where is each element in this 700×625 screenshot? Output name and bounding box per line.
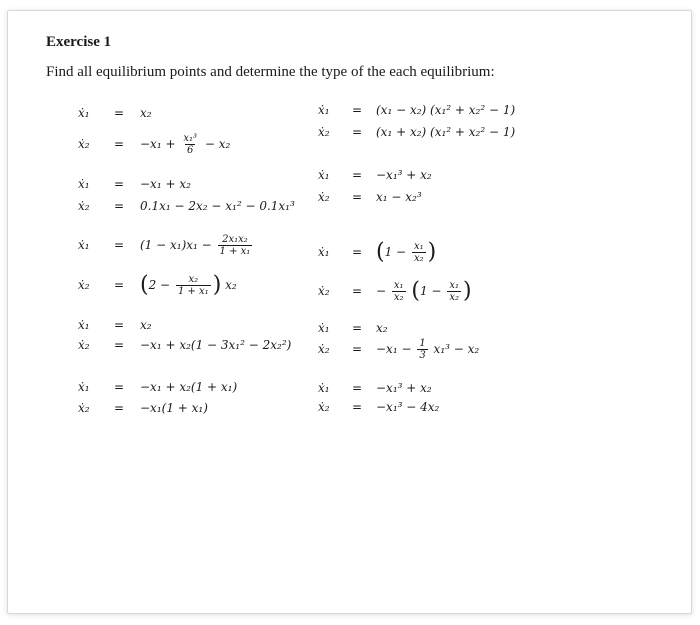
equation-rhs (376, 338, 479, 361)
fraction-denominator: 3 (419, 349, 426, 361)
equals-sign: = (113, 318, 125, 332)
fraction-numerator: 1 (419, 337, 426, 349)
close-paren: ) (212, 272, 222, 297)
equation-rhs: −x₁³ + x₂ (376, 381, 432, 395)
system-1-right-eq2 (318, 123, 548, 141)
equation-rhs (376, 241, 436, 264)
system-4-right-eq1 (318, 319, 548, 337)
rhs-part: 2 − (148, 277, 171, 292)
equation-rhs: (x₁ − x₂) (x₁² + x₂² − 1) (376, 103, 516, 117)
fraction (417, 338, 427, 361)
fraction-denominator: 1 + x₁ (177, 285, 209, 297)
system-4-left-eq2 (78, 336, 308, 354)
open-paren: ( (411, 278, 420, 303)
fraction (447, 280, 461, 303)
equals-sign: = (113, 137, 125, 151)
open-paren: ( (376, 239, 385, 264)
system-2-right-eq1 (318, 166, 548, 184)
fraction-numerator: 2x₁x₂ (222, 233, 248, 245)
equation-lhs: ẋ₂ (318, 190, 330, 204)
equals-sign: = (351, 168, 363, 182)
equation-rhs (140, 274, 237, 297)
equation-rhs: 0.1x₁ − 2x₂ − x₁² − 0.1x₁³ (140, 199, 295, 213)
equation-lhs: ẋ₂ (78, 137, 90, 151)
fraction-numerator: x₂ (188, 273, 199, 285)
fraction-numerator: x₁ (413, 240, 424, 252)
fraction-denominator: x₂ (413, 252, 424, 264)
equation-lhs: ẋ₁ (78, 177, 90, 191)
fraction-denominator: x₂ (449, 291, 459, 303)
equation-lhs: ẋ₁ (318, 103, 330, 117)
close-paren: ) (427, 239, 437, 264)
equals-sign: = (351, 190, 363, 204)
equals-sign: = (113, 106, 125, 120)
system-2-right-eq2 (318, 188, 548, 206)
equation-rhs: (x₁ + x₂) (x₁² + x₂² − 1) (376, 125, 516, 139)
system-3-right-eq1 (318, 239, 548, 264)
equation-rhs: −x₁ + x₂(1 + x₁) (140, 380, 238, 394)
fraction-denominator: x₂ (393, 291, 404, 303)
system-2-left-eq2 (78, 197, 298, 215)
equation-lhs: ẋ₂ (78, 401, 90, 415)
equals-sign: = (351, 381, 363, 395)
rhs-part: − (376, 283, 387, 298)
fraction-denominator: 6 (186, 144, 194, 156)
equation-lhs: ẋ₂ (78, 338, 90, 352)
equation-rhs (376, 280, 472, 303)
equation-lhs: ẋ₁ (318, 245, 330, 259)
open-paren: ( (140, 272, 149, 297)
equation-lhs: ẋ₂ (318, 400, 330, 414)
equation-rhs: −x₁³ + x₂ (376, 168, 432, 182)
equals-sign: = (351, 245, 363, 259)
equation-lhs: ẋ₂ (78, 199, 90, 213)
rhs-part: x₂ (225, 277, 237, 292)
equals-sign: = (113, 199, 125, 213)
equation-rhs (140, 133, 230, 156)
system-3-left-eq1 (78, 233, 308, 257)
equation-rhs: x₁ − x₂³ (376, 190, 422, 204)
rhs-part: 1 − (419, 283, 442, 298)
system-1-left-eq1 (78, 104, 298, 122)
equation-rhs: −x₁ + x₂(1 − 3x₁² − 2x₂²) (140, 338, 292, 352)
fraction-numerator: x₁³ (183, 132, 198, 144)
system-3-right-eq2 (318, 278, 548, 303)
rhs-part: −x₁ − (376, 341, 412, 356)
exercise-title: Exercise 1 (46, 34, 112, 50)
system-2-left-eq1 (78, 175, 298, 193)
equals-sign: = (113, 338, 125, 352)
equation-lhs: ẋ₁ (78, 238, 90, 252)
equation-lhs: ẋ₁ (318, 168, 330, 182)
equals-sign: = (113, 177, 125, 191)
equals-sign: = (351, 321, 363, 335)
equation-lhs: ẋ₁ (78, 380, 90, 394)
equation-rhs: −x₁³ − 4x₂ (376, 400, 440, 414)
system-4-right-eq2 (318, 337, 548, 361)
rhs-part: − x₂ (204, 136, 231, 151)
equals-sign: = (113, 380, 125, 394)
rhs-part: x₁³ − x₂ (433, 341, 480, 356)
equation-lhs: ẋ₁ (318, 321, 330, 335)
equation-rhs: x₂ (140, 106, 152, 120)
rhs-part: (1 − x₁)x₁ − (140, 237, 212, 252)
equals-sign: = (113, 401, 125, 415)
equation-rhs: −x₁ + x₂ (140, 177, 191, 191)
equation-rhs: x₂ (140, 318, 152, 332)
equals-sign: = (113, 278, 125, 292)
fraction (181, 133, 199, 156)
fraction (392, 280, 406, 303)
exercise-prompt: Find all equilibrium points and determine the type of the each equilibrium: (46, 64, 495, 80)
system-5-right-eq1 (318, 379, 548, 397)
close-paren: ) (462, 278, 472, 303)
equals-sign: = (113, 238, 125, 252)
fraction-numerator: x₁ (449, 279, 459, 291)
equation-lhs: ẋ₁ (78, 318, 90, 332)
system-1-left-eq2 (78, 132, 298, 156)
fraction (218, 234, 253, 257)
equation-lhs: ẋ₁ (318, 381, 330, 395)
equation-lhs: ẋ₂ (318, 342, 330, 356)
equals-sign: = (351, 125, 363, 139)
equation-lhs: ẋ₁ (78, 106, 90, 120)
equation-rhs: −x₁(1 + x₁) (140, 401, 208, 415)
fraction (176, 274, 211, 297)
system-4-left-eq1 (78, 316, 308, 334)
equals-sign: = (351, 400, 363, 414)
fraction-denominator: 1 + x₁ (219, 245, 251, 257)
equation-lhs: ẋ₂ (78, 278, 90, 292)
system-5-left-eq2 (78, 399, 308, 417)
fraction-numerator: x₁ (393, 279, 404, 291)
system-1-right-eq1 (318, 101, 548, 119)
equation-lhs: ẋ₂ (318, 284, 330, 298)
equals-sign: = (351, 342, 363, 356)
equals-sign: = (351, 284, 363, 298)
equation-rhs (140, 234, 254, 257)
equals-sign: = (351, 103, 363, 117)
system-3-left-eq2 (78, 272, 308, 297)
rhs-part: 1 − (384, 244, 407, 259)
system-5-right-eq2 (318, 398, 548, 416)
fraction (412, 241, 426, 264)
rhs-part: −x₁ + (140, 136, 176, 151)
system-5-left-eq1 (78, 378, 308, 396)
equation-rhs: x₂ (376, 321, 388, 335)
equation-lhs: ẋ₂ (318, 125, 330, 139)
